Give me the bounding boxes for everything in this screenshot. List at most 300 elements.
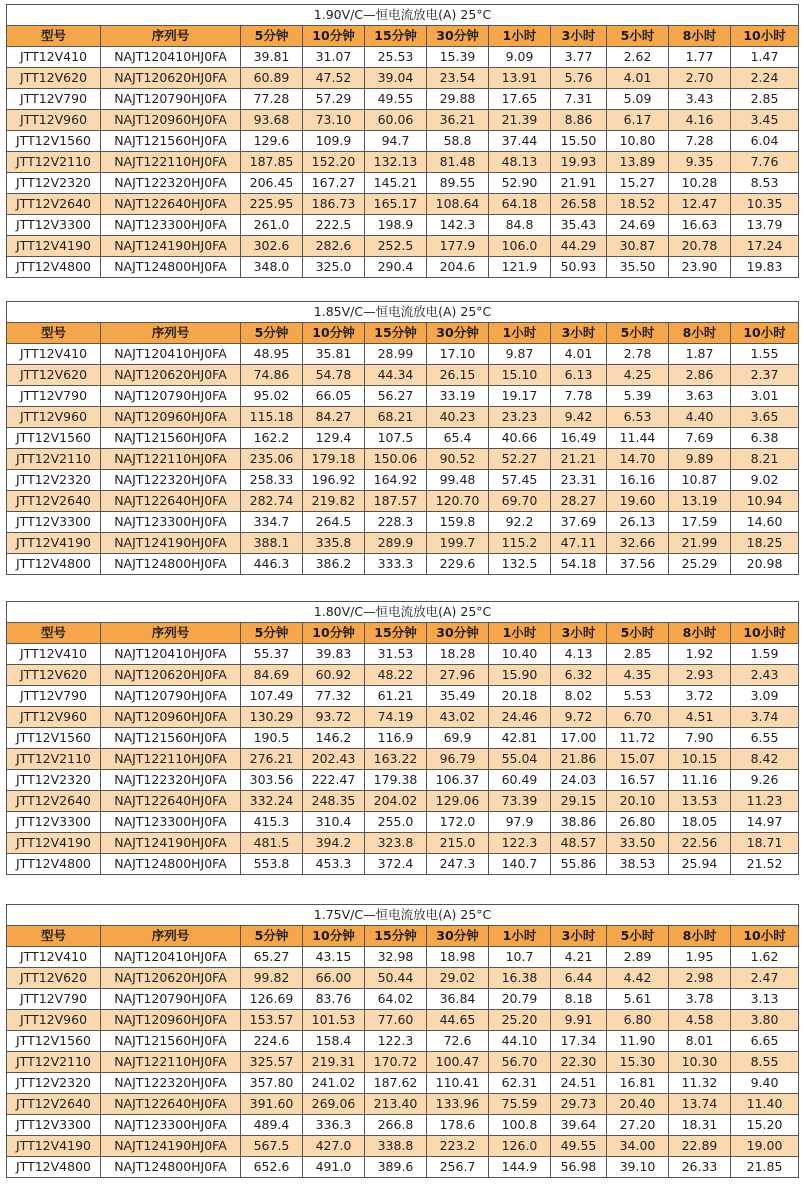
model-cell: JTT12V620 — [7, 968, 101, 989]
value-cell: 130.29 — [241, 707, 303, 728]
serial-cell: NAJT120960HJ0FA — [101, 707, 241, 728]
value-cell: 6.04 — [731, 131, 799, 152]
value-cell: 97.9 — [489, 812, 551, 833]
value-cell: 65.4 — [427, 428, 489, 449]
table-row — [7, 1115, 799, 1136]
table-row — [7, 533, 799, 554]
value-cell: 11.16 — [669, 770, 731, 791]
value-cell: 35.49 — [427, 686, 489, 707]
value-cell: 15.39 — [427, 47, 489, 68]
value-cell: 122.3 — [365, 1031, 427, 1052]
model-cell: JTT12V960 — [7, 110, 101, 131]
value-cell: 23.90 — [669, 257, 731, 278]
value-cell: 2.78 — [607, 344, 669, 365]
value-cell: 20.98 — [731, 554, 799, 575]
serial-cell: NAJT122110HJ0FA — [101, 449, 241, 470]
value-cell: 84.27 — [303, 407, 365, 428]
value-cell: 47.52 — [303, 68, 365, 89]
column-header: 1小时 — [489, 623, 551, 644]
value-cell: 33.50 — [607, 833, 669, 854]
header-row — [7, 26, 799, 47]
serial-cell: NAJT124800HJ0FA — [101, 1157, 241, 1178]
column-header: 8小时 — [669, 623, 731, 644]
value-cell: 23.31 — [551, 470, 607, 491]
value-cell: 3.45 — [731, 110, 799, 131]
value-cell: 29.15 — [551, 791, 607, 812]
value-cell: 20.40 — [607, 1094, 669, 1115]
value-cell: 162.2 — [241, 428, 303, 449]
value-cell: 202.43 — [303, 749, 365, 770]
model-cell: JTT12V620 — [7, 365, 101, 386]
column-header: 30分钟 — [427, 26, 489, 47]
value-cell: 9.72 — [551, 707, 607, 728]
value-cell: 21.91 — [551, 173, 607, 194]
table-row — [7, 1052, 799, 1073]
value-cell: 107.49 — [241, 686, 303, 707]
serial-cell: NAJT124190HJ0FA — [101, 1136, 241, 1157]
value-cell: 11.44 — [607, 428, 669, 449]
value-cell: 266.8 — [365, 1115, 427, 1136]
value-cell: 258.33 — [241, 470, 303, 491]
value-cell: 190.5 — [241, 728, 303, 749]
value-cell: 3.74 — [731, 707, 799, 728]
model-cell: JTT12V3300 — [7, 1115, 101, 1136]
value-cell: 22.56 — [669, 833, 731, 854]
value-cell: 7.90 — [669, 728, 731, 749]
value-cell: 48.22 — [365, 665, 427, 686]
column-header: 3小时 — [551, 26, 607, 47]
value-cell: 9.09 — [489, 47, 551, 68]
column-header: 30分钟 — [427, 323, 489, 344]
value-cell: 7.28 — [669, 131, 731, 152]
value-cell: 31.53 — [365, 644, 427, 665]
value-cell: 66.00 — [303, 968, 365, 989]
value-cell: 386.2 — [303, 554, 365, 575]
value-cell: 24.69 — [607, 215, 669, 236]
serial-cell: NAJT120790HJ0FA — [101, 686, 241, 707]
table-row — [7, 989, 799, 1010]
value-cell: 16.57 — [607, 770, 669, 791]
value-cell: 1.95 — [669, 947, 731, 968]
value-cell: 34.00 — [607, 1136, 669, 1157]
table-row — [7, 947, 799, 968]
value-cell: 115.2 — [489, 533, 551, 554]
column-header: 8小时 — [669, 323, 731, 344]
value-cell: 116.9 — [365, 728, 427, 749]
value-cell: 8.18 — [551, 989, 607, 1010]
value-cell: 446.3 — [241, 554, 303, 575]
value-cell: 15.27 — [607, 173, 669, 194]
value-cell: 489.4 — [241, 1115, 303, 1136]
value-cell: 11.32 — [669, 1073, 731, 1094]
value-cell: 2.93 — [669, 665, 731, 686]
value-cell: 140.7 — [489, 854, 551, 875]
value-cell: 18.52 — [607, 194, 669, 215]
value-cell: 3.13 — [731, 989, 799, 1010]
value-cell: 10.40 — [489, 644, 551, 665]
serial-cell: NAJT122640HJ0FA — [101, 194, 241, 215]
value-cell: 186.73 — [303, 194, 365, 215]
column-header: 10小时 — [731, 623, 799, 644]
table-row — [7, 1010, 799, 1031]
value-cell: 145.21 — [365, 173, 427, 194]
value-cell: 4.01 — [607, 68, 669, 89]
value-cell: 10.28 — [669, 173, 731, 194]
value-cell: 8.42 — [731, 749, 799, 770]
value-cell: 50.93 — [551, 257, 607, 278]
value-cell: 4.40 — [669, 407, 731, 428]
value-cell: 101.53 — [303, 1010, 365, 1031]
column-header: 型号 — [7, 26, 101, 47]
column-header: 15分钟 — [365, 623, 427, 644]
table-row — [7, 47, 799, 68]
value-cell: 21.85 — [731, 1157, 799, 1178]
value-cell: 14.70 — [607, 449, 669, 470]
value-cell: 17.10 — [427, 344, 489, 365]
value-cell: 39.04 — [365, 68, 427, 89]
value-cell: 8.53 — [731, 173, 799, 194]
table-row — [7, 1073, 799, 1094]
model-cell: JTT12V4800 — [7, 257, 101, 278]
serial-cell: NAJT122110HJ0FA — [101, 1052, 241, 1073]
model-cell: JTT12V960 — [7, 1010, 101, 1031]
value-cell: 94.7 — [365, 131, 427, 152]
value-cell: 75.59 — [489, 1094, 551, 1115]
value-cell: 93.72 — [303, 707, 365, 728]
value-cell: 16.63 — [669, 215, 731, 236]
value-cell: 427.0 — [303, 1136, 365, 1157]
value-cell: 334.7 — [241, 512, 303, 533]
value-cell: 93.68 — [241, 110, 303, 131]
value-cell: 90.52 — [427, 449, 489, 470]
value-cell: 29.73 — [551, 1094, 607, 1115]
value-cell: 11.23 — [731, 791, 799, 812]
serial-cell: NAJT124190HJ0FA — [101, 236, 241, 257]
model-cell: JTT12V4800 — [7, 854, 101, 875]
header-row — [7, 323, 799, 344]
table-title-row — [7, 302, 799, 323]
model-cell: JTT12V1560 — [7, 728, 101, 749]
value-cell: 332.24 — [241, 791, 303, 812]
value-cell: 178.6 — [427, 1115, 489, 1136]
value-cell: 391.60 — [241, 1094, 303, 1115]
column-header: 5分钟 — [241, 323, 303, 344]
value-cell: 23.23 — [489, 407, 551, 428]
header-row — [7, 623, 799, 644]
value-cell: 2.70 — [669, 68, 731, 89]
model-cell: JTT12V410 — [7, 644, 101, 665]
value-cell: 6.17 — [607, 110, 669, 131]
value-cell: 2.43 — [731, 665, 799, 686]
value-cell: 58.8 — [427, 131, 489, 152]
value-cell: 6.32 — [551, 665, 607, 686]
value-cell: 17.24 — [731, 236, 799, 257]
value-cell: 37.69 — [551, 512, 607, 533]
value-cell: 2.62 — [607, 47, 669, 68]
column-header: 10分钟 — [303, 26, 365, 47]
column-header: 5小时 — [607, 926, 669, 947]
value-cell: 25.94 — [669, 854, 731, 875]
value-cell: 159.8 — [427, 512, 489, 533]
table-row — [7, 257, 799, 278]
value-cell: 26.13 — [607, 512, 669, 533]
serial-cell: NAJT123300HJ0FA — [101, 1115, 241, 1136]
value-cell: 126.69 — [241, 989, 303, 1010]
column-header: 10分钟 — [303, 323, 365, 344]
serial-cell: NAJT120960HJ0FA — [101, 1010, 241, 1031]
table-row — [7, 236, 799, 257]
value-cell: 89.55 — [427, 173, 489, 194]
value-cell: 19.93 — [551, 152, 607, 173]
value-cell: 21.86 — [551, 749, 607, 770]
serial-cell: NAJT124800HJ0FA — [101, 554, 241, 575]
value-cell: 43.02 — [427, 707, 489, 728]
value-cell: 17.00 — [551, 728, 607, 749]
table-row — [7, 812, 799, 833]
value-cell: 19.83 — [731, 257, 799, 278]
value-cell: 11.72 — [607, 728, 669, 749]
value-cell: 47.11 — [551, 533, 607, 554]
table-row — [7, 644, 799, 665]
value-cell: 2.37 — [731, 365, 799, 386]
model-cell: JTT12V2110 — [7, 749, 101, 770]
value-cell: 256.7 — [427, 1157, 489, 1178]
value-cell: 3.65 — [731, 407, 799, 428]
value-cell: 44.29 — [551, 236, 607, 257]
discharge-table — [6, 301, 799, 575]
value-cell: 22.89 — [669, 1136, 731, 1157]
value-cell: 74.86 — [241, 365, 303, 386]
value-cell: 52.27 — [489, 449, 551, 470]
value-cell: 49.55 — [551, 1136, 607, 1157]
value-cell: 4.58 — [669, 1010, 731, 1031]
value-cell: 163.22 — [365, 749, 427, 770]
value-cell: 567.5 — [241, 1136, 303, 1157]
serial-cell: NAJT120410HJ0FA — [101, 644, 241, 665]
model-cell: JTT12V960 — [7, 407, 101, 428]
column-header: 序列号 — [101, 323, 241, 344]
value-cell: 77.60 — [365, 1010, 427, 1031]
value-cell: 29.02 — [427, 968, 489, 989]
value-cell: 1.77 — [669, 47, 731, 68]
value-cell: 15.50 — [551, 131, 607, 152]
value-cell: 26.80 — [607, 812, 669, 833]
value-cell: 5.61 — [607, 989, 669, 1010]
value-cell: 37.56 — [607, 554, 669, 575]
value-cell: 6.13 — [551, 365, 607, 386]
value-cell: 204.02 — [365, 791, 427, 812]
value-cell: 56.98 — [551, 1157, 607, 1178]
value-cell: 415.3 — [241, 812, 303, 833]
value-cell: 4.01 — [551, 344, 607, 365]
table-row — [7, 686, 799, 707]
value-cell: 261.0 — [241, 215, 303, 236]
column-header: 型号 — [7, 623, 101, 644]
model-cell: JTT12V790 — [7, 686, 101, 707]
value-cell: 348.0 — [241, 257, 303, 278]
value-cell: 336.3 — [303, 1115, 365, 1136]
value-cell: 4.21 — [551, 947, 607, 968]
table-row — [7, 791, 799, 812]
value-cell: 2.24 — [731, 68, 799, 89]
value-cell: 29.88 — [427, 89, 489, 110]
value-cell: 5.76 — [551, 68, 607, 89]
serial-cell: NAJT120620HJ0FA — [101, 665, 241, 686]
value-cell: 17.34 — [551, 1031, 607, 1052]
value-cell: 219.82 — [303, 491, 365, 512]
value-cell: 290.4 — [365, 257, 427, 278]
value-cell: 206.45 — [241, 173, 303, 194]
table-row — [7, 854, 799, 875]
value-cell: 10.80 — [607, 131, 669, 152]
value-cell: 16.49 — [551, 428, 607, 449]
value-cell: 2.85 — [731, 89, 799, 110]
value-cell: 302.6 — [241, 236, 303, 257]
discharge-table — [6, 904, 799, 1178]
value-cell: 15.30 — [607, 1052, 669, 1073]
value-cell: 44.34 — [365, 365, 427, 386]
value-cell: 60.92 — [303, 665, 365, 686]
table-row — [7, 833, 799, 854]
value-cell: 187.57 — [365, 491, 427, 512]
value-cell: 26.58 — [551, 194, 607, 215]
table-row — [7, 728, 799, 749]
value-cell: 54.18 — [551, 554, 607, 575]
value-cell: 372.4 — [365, 854, 427, 875]
value-cell: 19.17 — [489, 386, 551, 407]
serial-cell: NAJT122110HJ0FA — [101, 152, 241, 173]
value-cell: 132.5 — [489, 554, 551, 575]
value-cell: 40.23 — [427, 407, 489, 428]
value-cell: 25.20 — [489, 1010, 551, 1031]
value-cell: 44.65 — [427, 1010, 489, 1031]
column-header: 8小时 — [669, 926, 731, 947]
value-cell: 100.8 — [489, 1115, 551, 1136]
value-cell: 55.04 — [489, 749, 551, 770]
value-cell: 74.19 — [365, 707, 427, 728]
serial-cell: NAJT121560HJ0FA — [101, 131, 241, 152]
value-cell: 121.9 — [489, 257, 551, 278]
table-row — [7, 173, 799, 194]
column-header: 15分钟 — [365, 323, 427, 344]
value-cell: 170.72 — [365, 1052, 427, 1073]
table-row — [7, 386, 799, 407]
column-header: 15分钟 — [365, 26, 427, 47]
model-cell: JTT12V2320 — [7, 470, 101, 491]
value-cell: 247.3 — [427, 854, 489, 875]
value-cell: 142.3 — [427, 215, 489, 236]
value-cell: 2.86 — [669, 365, 731, 386]
value-cell: 15.20 — [731, 1115, 799, 1136]
discharge-table — [6, 601, 799, 875]
value-cell: 81.48 — [427, 152, 489, 173]
value-cell: 65.27 — [241, 947, 303, 968]
column-header: 5分钟 — [241, 623, 303, 644]
value-cell: 106.37 — [427, 770, 489, 791]
value-cell: 222.47 — [303, 770, 365, 791]
column-header: 10小时 — [731, 926, 799, 947]
model-cell: JTT12V790 — [7, 989, 101, 1010]
value-cell: 61.21 — [365, 686, 427, 707]
table-title-row — [7, 5, 799, 26]
value-cell: 10.15 — [669, 749, 731, 770]
value-cell: 338.8 — [365, 1136, 427, 1157]
value-cell: 389.6 — [365, 1157, 427, 1178]
value-cell: 172.0 — [427, 812, 489, 833]
value-cell: 282.74 — [241, 491, 303, 512]
value-cell: 100.47 — [427, 1052, 489, 1073]
model-cell: JTT12V4190 — [7, 833, 101, 854]
serial-cell: NAJT121560HJ0FA — [101, 1031, 241, 1052]
value-cell: 17.59 — [669, 512, 731, 533]
value-cell: 107.5 — [365, 428, 427, 449]
model-cell: JTT12V2110 — [7, 1052, 101, 1073]
column-header: 30分钟 — [427, 926, 489, 947]
value-cell: 9.35 — [669, 152, 731, 173]
column-header: 1小时 — [489, 323, 551, 344]
model-cell: JTT12V790 — [7, 89, 101, 110]
value-cell: 18.25 — [731, 533, 799, 554]
value-cell: 84.69 — [241, 665, 303, 686]
value-cell: 199.7 — [427, 533, 489, 554]
value-cell: 179.18 — [303, 449, 365, 470]
value-cell: 228.3 — [365, 512, 427, 533]
value-cell: 10.35 — [731, 194, 799, 215]
model-cell: JTT12V2640 — [7, 194, 101, 215]
serial-cell: NAJT124190HJ0FA — [101, 533, 241, 554]
table-row — [7, 554, 799, 575]
value-cell: 8.55 — [731, 1052, 799, 1073]
value-cell: 15.10 — [489, 365, 551, 386]
value-cell: 167.27 — [303, 173, 365, 194]
model-cell: JTT12V1560 — [7, 131, 101, 152]
value-cell: 1.59 — [731, 644, 799, 665]
value-cell: 56.70 — [489, 1052, 551, 1073]
value-cell: 60.06 — [365, 110, 427, 131]
value-cell: 5.39 — [607, 386, 669, 407]
discharge-table — [6, 4, 799, 278]
model-cell: JTT12V1560 — [7, 428, 101, 449]
value-cell: 553.8 — [241, 854, 303, 875]
value-cell: 264.5 — [303, 512, 365, 533]
column-header: 1小时 — [489, 26, 551, 47]
model-cell: JTT12V4190 — [7, 1136, 101, 1157]
value-cell: 19.00 — [731, 1136, 799, 1157]
serial-cell: NAJT122640HJ0FA — [101, 491, 241, 512]
serial-cell: NAJT123300HJ0FA — [101, 215, 241, 236]
table-row — [7, 407, 799, 428]
value-cell: 20.10 — [607, 791, 669, 812]
value-cell: 73.39 — [489, 791, 551, 812]
serial-cell: NAJT120410HJ0FA — [101, 344, 241, 365]
value-cell: 96.79 — [427, 749, 489, 770]
value-cell: 24.51 — [551, 1073, 607, 1094]
value-cell: 8.86 — [551, 110, 607, 131]
model-cell: JTT12V410 — [7, 344, 101, 365]
value-cell: 4.13 — [551, 644, 607, 665]
value-cell: 310.4 — [303, 812, 365, 833]
value-cell: 6.70 — [607, 707, 669, 728]
value-cell: 129.4 — [303, 428, 365, 449]
value-cell: 122.3 — [489, 833, 551, 854]
value-cell: 38.53 — [607, 854, 669, 875]
value-cell: 491.0 — [303, 1157, 365, 1178]
value-cell: 9.87 — [489, 344, 551, 365]
value-cell: 69.70 — [489, 491, 551, 512]
value-cell: 4.16 — [669, 110, 731, 131]
value-cell: 64.18 — [489, 194, 551, 215]
serial-cell: NAJT122640HJ0FA — [101, 1094, 241, 1115]
